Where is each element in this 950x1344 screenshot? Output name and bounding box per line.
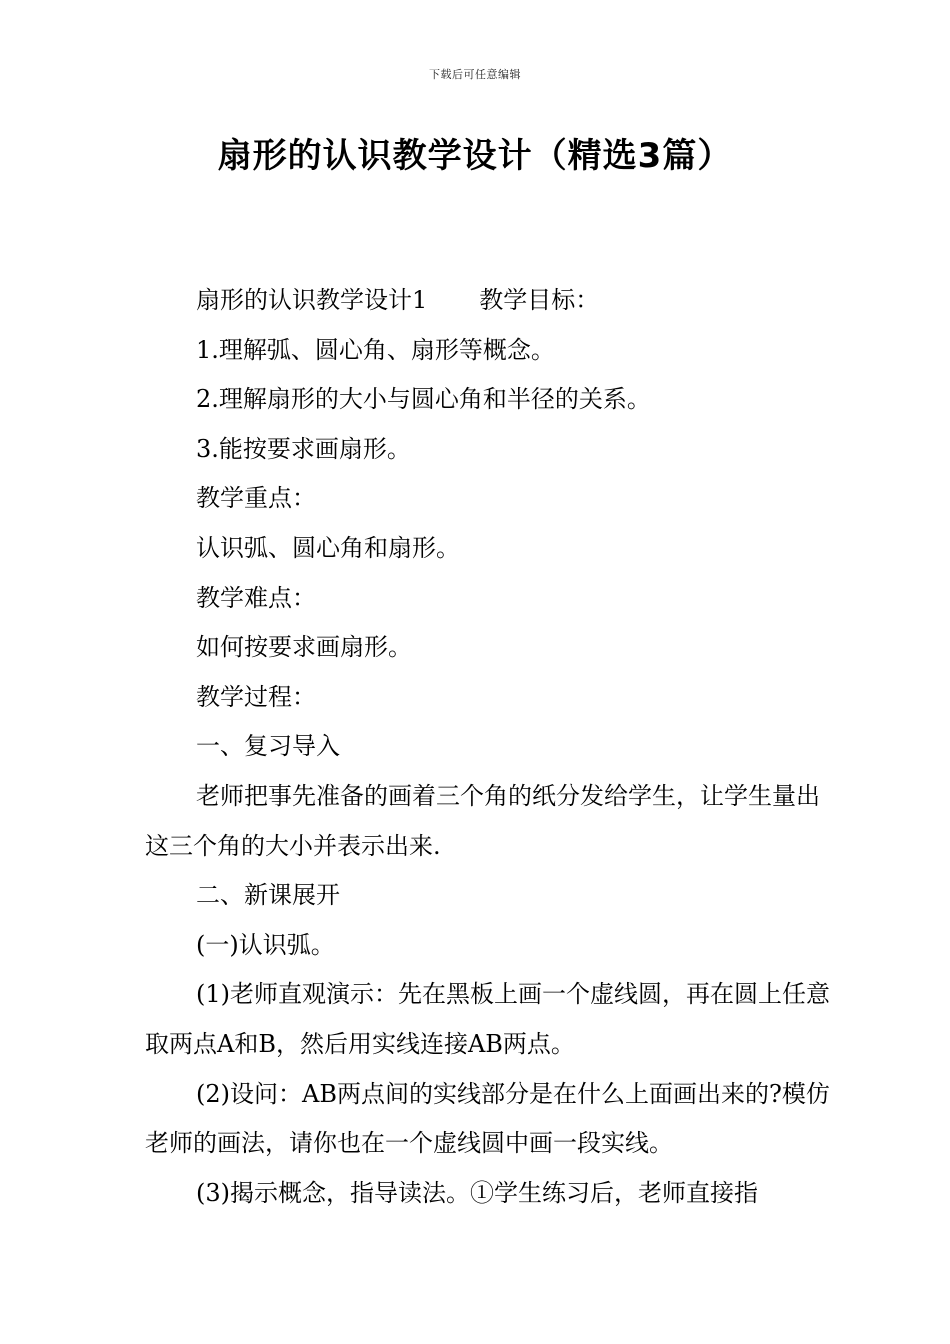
page-header-note: 下载后可任意编辑 bbox=[429, 68, 521, 81]
paragraph: 3.能按要求画扇形。 bbox=[196, 434, 411, 463]
objectives-label: 教学目标： bbox=[479, 286, 600, 314]
document-title: 扇形的认识教学设计（精选3篇） bbox=[217, 136, 733, 176]
document-body bbox=[145, 276, 835, 1218]
paragraph: 老师把事先准备的画着三个角的纸分发给学生，让学生量出这三个角的大小并表示出来. bbox=[145, 781, 820, 860]
paragraph: 一、复习导入 bbox=[196, 732, 340, 761]
paragraph: (2)设问：AB两点间的实线部分是在什么上面画出来的?模仿老师的画法，请你也在一个虚线圆中画一段实线。 bbox=[145, 1079, 830, 1158]
paragraph: 教学难点： bbox=[196, 583, 316, 612]
paragraph: (1)老师直观演示：先在黑板上画一个虚线圆，再在圆上任意取两点A和B，然后用实线连接AB两点。 bbox=[145, 980, 830, 1058]
paragraph: (3)揭示概念，指导读法。①学生练习后，老师直接指 bbox=[196, 1178, 758, 1207]
paragraph: 教学重点： bbox=[196, 484, 316, 513]
paragraph: 二、新课展开 bbox=[196, 881, 340, 910]
paragraph: 1.理解弧、圆心角、扇形等概念。 bbox=[196, 335, 555, 364]
paragraph: 认识弧、圆心角和扇形。 bbox=[196, 533, 460, 562]
paragraph: 教学过程： bbox=[196, 682, 316, 711]
paragraph-heading-line bbox=[145, 276, 835, 326]
paragraph: 2.理解扇形的大小与圆心角和半径的关系。 bbox=[196, 385, 651, 414]
paragraph: (一)认识弧。 bbox=[196, 930, 335, 959]
section-title: 扇形的认识教学设计1 bbox=[196, 286, 428, 314]
paragraph: 如何按要求画扇形。 bbox=[196, 633, 412, 662]
